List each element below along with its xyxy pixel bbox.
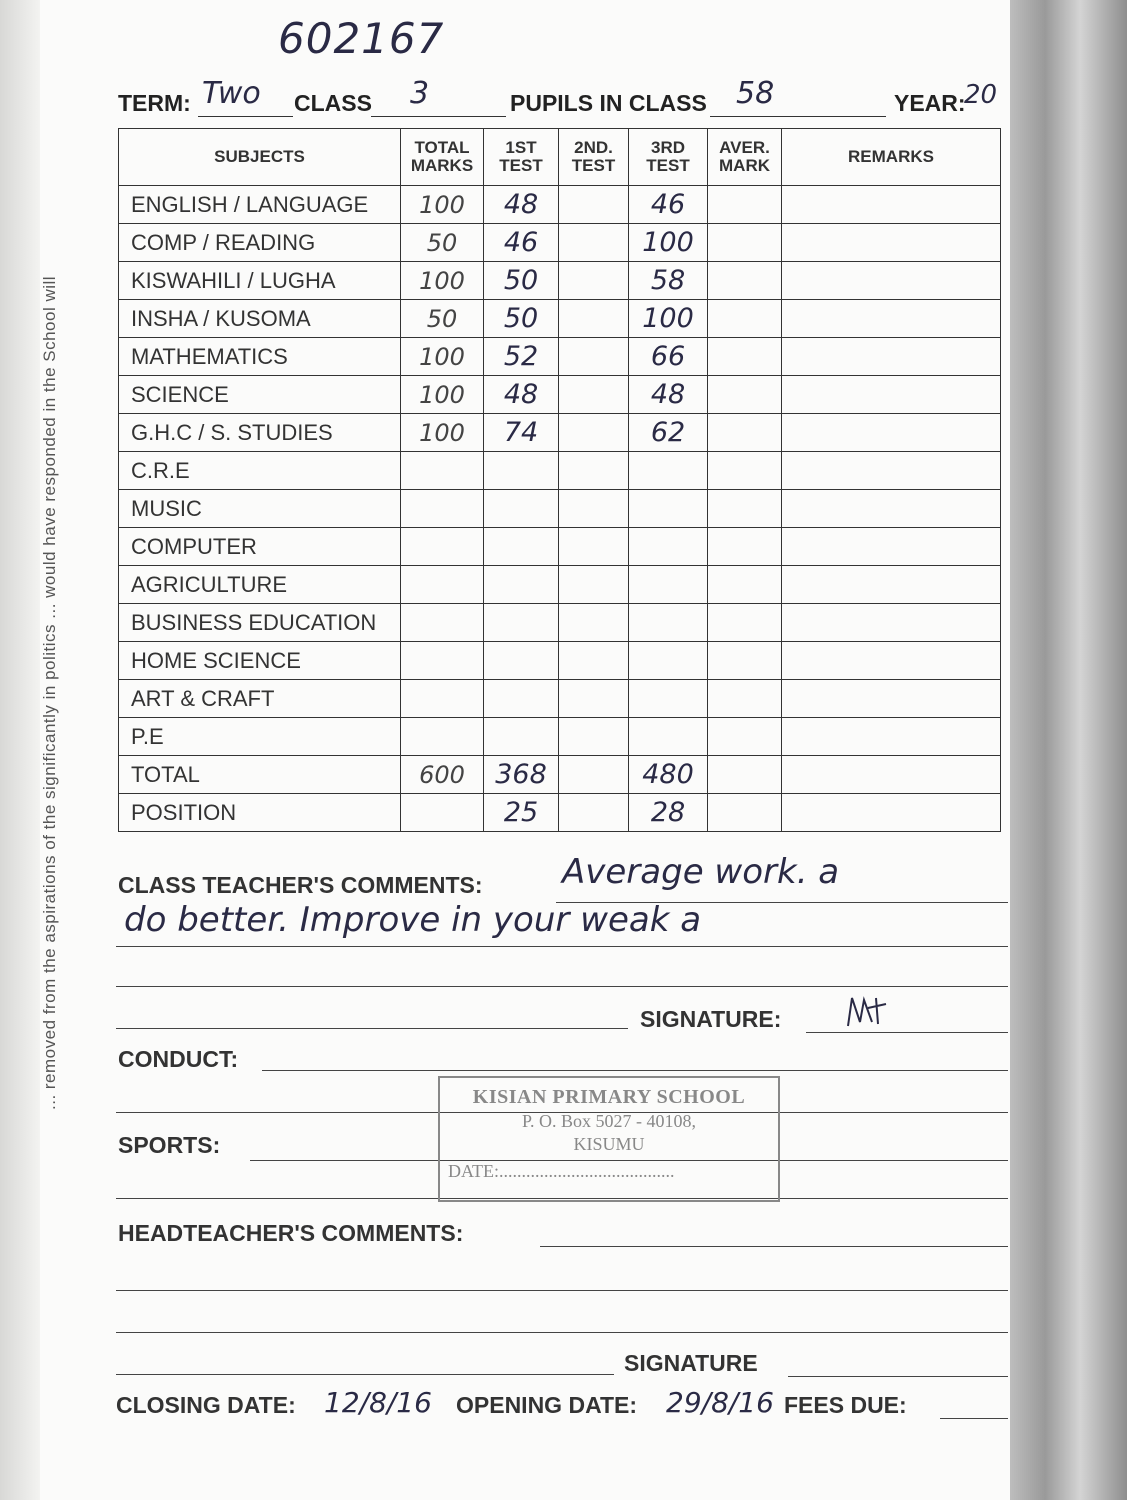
average-mark-cell — [708, 376, 782, 414]
col-1st-test: 1ST TEST — [484, 129, 559, 186]
first-test-cell — [484, 452, 559, 490]
fees-due-label: FEES DUE: — [784, 1392, 907, 1418]
third-test-cell: 100 — [629, 300, 708, 338]
total-marks-cell — [401, 528, 484, 566]
first-test-cell — [484, 642, 559, 680]
class-label: CLASS — [294, 90, 372, 116]
average-mark-cell — [708, 300, 782, 338]
subject-cell: ART & CRAFT — [119, 680, 401, 718]
third-test-cell — [629, 566, 708, 604]
remarks-cell — [782, 262, 1001, 300]
first-test-cell: 368 — [484, 756, 559, 794]
third-test-cell: 58 — [629, 262, 708, 300]
second-test-cell — [559, 718, 629, 756]
remarks-cell — [782, 642, 1001, 680]
stamp-date: DATE:....................................... — [448, 1161, 675, 1181]
col-average-mark: AVER. MARK — [708, 129, 782, 186]
second-test-cell — [559, 452, 629, 490]
average-mark-cell — [708, 452, 782, 490]
conduct-label: CONDUCT: — [118, 1046, 239, 1072]
table-row — [119, 642, 1001, 680]
average-mark-cell — [708, 604, 782, 642]
remarks-cell — [782, 376, 1001, 414]
opening-date-label: OPENING DATE: — [456, 1392, 638, 1418]
table-row — [119, 414, 1001, 452]
total-marks-cell: 100 — [401, 262, 484, 300]
table-row — [119, 376, 1001, 414]
third-test-cell: 62 — [629, 414, 708, 452]
first-test-cell — [484, 604, 559, 642]
class-teacher-comment-line2: do better. Improve in your weak a — [124, 900, 702, 940]
signature-mark — [842, 992, 890, 1032]
class-teacher-signature-label: SIGNATURE: — [640, 1006, 782, 1032]
total-marks-cell — [401, 604, 484, 642]
table-row — [119, 224, 1001, 262]
pupils-label: PUPILS IN CLASS — [510, 90, 707, 116]
table-row — [119, 452, 1001, 490]
remarks-cell — [782, 794, 1001, 832]
second-test-cell — [559, 642, 629, 680]
subject-cell: G.H.C / S. STUDIES — [119, 414, 401, 452]
opening-date-value: 29/8/16 — [666, 1386, 774, 1419]
total-marks-cell — [401, 642, 484, 680]
signature-line-1 — [806, 1032, 1008, 1033]
average-mark-cell — [708, 224, 782, 262]
total-marks-cell: 100 — [401, 186, 484, 224]
second-test-cell — [559, 566, 629, 604]
class-teacher-label: CLASS TEACHER'S COMMENTS: — [118, 872, 483, 898]
class-teacher-comment-line1: Average work. a — [562, 852, 840, 892]
total-marks-cell: 600 — [401, 756, 484, 794]
year-label: YEAR: — [894, 90, 966, 116]
second-test-cell — [559, 224, 629, 262]
subject-cell: SCIENCE — [119, 376, 401, 414]
comment-line-3 — [116, 986, 1008, 987]
second-test-cell — [559, 794, 629, 832]
table-row — [119, 262, 1001, 300]
total-marks-cell — [401, 452, 484, 490]
average-mark-cell — [708, 186, 782, 224]
total-marks-cell — [401, 718, 484, 756]
subject-cell: MUSIC — [119, 490, 401, 528]
subject-cell: INSHA / KUSOMA — [119, 300, 401, 338]
remarks-cell — [782, 680, 1001, 718]
marks-table — [118, 128, 1001, 832]
reference-number: 602167 — [278, 14, 445, 63]
conduct-line — [262, 1070, 1008, 1071]
subject-cell: ENGLISH / LANGUAGE — [119, 186, 401, 224]
average-mark-cell — [708, 794, 782, 832]
third-test-cell: 48 — [629, 376, 708, 414]
total-marks-cell — [401, 680, 484, 718]
total-marks-cell: 50 — [401, 300, 484, 338]
third-test-cell: 46 — [629, 186, 708, 224]
headteacher-line-4 — [116, 1374, 614, 1375]
term-value: Two — [202, 76, 261, 111]
remarks-cell — [782, 718, 1001, 756]
second-test-cell — [559, 604, 629, 642]
class-value: 3 — [410, 76, 430, 111]
closing-date-label: CLOSING DATE: — [116, 1392, 296, 1418]
table-row — [119, 186, 1001, 224]
total-marks-cell: 100 — [401, 376, 484, 414]
table-row — [119, 528, 1001, 566]
first-test-cell: 50 — [484, 300, 559, 338]
stamp-school-name: KISIAN PRIMARY SCHOOL — [472, 1086, 746, 1108]
col-total-marks: TOTAL MARKS — [401, 129, 484, 186]
third-test-cell — [629, 680, 708, 718]
headteacher-signature-line — [788, 1376, 1008, 1377]
table-row — [119, 680, 1001, 718]
first-test-cell: 46 — [484, 224, 559, 262]
class-line — [371, 116, 506, 117]
headteacher-line-1 — [540, 1246, 1008, 1247]
average-mark-cell — [708, 414, 782, 452]
term-line — [198, 116, 293, 117]
table-row — [119, 794, 1001, 832]
subject-cell: POSITION — [119, 794, 401, 832]
subject-cell: COMPUTER — [119, 528, 401, 566]
third-test-cell: 480 — [629, 756, 708, 794]
remarks-cell — [782, 224, 1001, 262]
third-test-cell: 28 — [629, 794, 708, 832]
second-test-cell — [559, 528, 629, 566]
third-test-cell — [629, 452, 708, 490]
subject-cell: KISWAHILI / LUGHA — [119, 262, 401, 300]
total-marks-cell: 50 — [401, 224, 484, 262]
subject-cell: HOME SCIENCE — [119, 642, 401, 680]
remarks-cell — [782, 414, 1001, 452]
first-test-cell — [484, 528, 559, 566]
third-test-cell — [629, 490, 708, 528]
remarks-cell — [782, 756, 1001, 794]
table-header-row — [119, 129, 1001, 186]
table-row — [119, 718, 1001, 756]
subject-cell: BUSINESS EDUCATION — [119, 604, 401, 642]
third-test-cell — [629, 718, 708, 756]
average-mark-cell — [708, 680, 782, 718]
third-test-cell — [629, 528, 708, 566]
total-marks-cell — [401, 490, 484, 528]
average-mark-cell — [708, 642, 782, 680]
average-mark-cell — [708, 756, 782, 794]
remarks-cell — [782, 528, 1001, 566]
third-test-cell — [629, 604, 708, 642]
average-mark-cell — [708, 338, 782, 376]
table-row — [119, 604, 1001, 642]
subject-cell: C.R.E — [119, 452, 401, 490]
first-test-cell: 50 — [484, 262, 559, 300]
average-mark-cell — [708, 262, 782, 300]
subject-cell: TOTAL — [119, 756, 401, 794]
pupils-line — [710, 116, 886, 117]
headteacher-signature-label: SIGNATURE — [624, 1350, 758, 1376]
second-test-cell — [559, 490, 629, 528]
total-marks-cell — [401, 566, 484, 604]
total-marks-cell: 100 — [401, 338, 484, 376]
closing-date-value: 12/8/16 — [324, 1386, 432, 1419]
pupils-value: 58 — [736, 76, 775, 111]
first-test-cell — [484, 566, 559, 604]
table-row — [119, 566, 1001, 604]
binding-strip — [1010, 0, 1127, 1500]
fees-due-line — [940, 1418, 1008, 1419]
first-test-cell: 48 — [484, 186, 559, 224]
third-test-cell: 100 — [629, 224, 708, 262]
first-test-cell: 48 — [484, 376, 559, 414]
subject-cell: AGRICULTURE — [119, 566, 401, 604]
left-edge — [0, 0, 40, 1500]
second-test-cell — [559, 262, 629, 300]
remarks-cell — [782, 452, 1001, 490]
average-mark-cell — [708, 490, 782, 528]
second-test-cell — [559, 338, 629, 376]
second-test-cell — [559, 414, 629, 452]
third-test-cell — [629, 642, 708, 680]
total-marks-cell — [401, 794, 484, 832]
first-test-cell: 74 — [484, 414, 559, 452]
table-row — [119, 338, 1001, 376]
remarks-cell — [782, 604, 1001, 642]
table-row — [119, 756, 1001, 794]
subject-cell: COMP / READING — [119, 224, 401, 262]
first-test-cell — [484, 490, 559, 528]
second-test-cell — [559, 756, 629, 794]
bleed-through-text: ... removed from the aspirations of the significantly in politics ... would have responded in the School will — [40, 275, 59, 1110]
second-test-cell — [559, 300, 629, 338]
average-mark-cell — [708, 566, 782, 604]
col-2nd-test: 2ND. TEST — [559, 129, 629, 186]
sports-label: SPORTS: — [118, 1132, 221, 1158]
second-test-cell — [559, 376, 629, 414]
subject-cell: MATHEMATICS — [119, 338, 401, 376]
average-mark-cell — [708, 718, 782, 756]
remarks-cell — [782, 300, 1001, 338]
remarks-cell — [782, 338, 1001, 376]
table-row — [119, 300, 1001, 338]
col-subjects: SUBJECTS — [119, 129, 401, 186]
stamp-address: P. O. Box 5027 - 40108, — [521, 1111, 696, 1131]
school-stamp — [438, 1076, 780, 1202]
comment-line-2 — [116, 946, 1008, 947]
header-row — [118, 76, 1008, 124]
remarks-cell — [782, 566, 1001, 604]
table-row — [119, 490, 1001, 528]
headteacher-line-3 — [116, 1332, 1008, 1333]
term-label: TERM: — [118, 90, 191, 116]
col-3rd-test: 3RD TEST — [629, 129, 708, 186]
first-test-cell: 25 — [484, 794, 559, 832]
first-test-cell: 52 — [484, 338, 559, 376]
stamp-town: KISUMU — [573, 1134, 645, 1154]
average-mark-cell — [708, 528, 782, 566]
third-test-cell: 66 — [629, 338, 708, 376]
remarks-cell — [782, 186, 1001, 224]
first-test-cell — [484, 680, 559, 718]
second-test-cell — [559, 680, 629, 718]
total-marks-cell: 100 — [401, 414, 484, 452]
col-remarks: REMARKS — [782, 129, 1001, 186]
subject-cell: P.E — [119, 718, 401, 756]
first-test-cell — [484, 718, 559, 756]
year-value: 20 — [964, 80, 998, 110]
second-test-cell — [559, 186, 629, 224]
remarks-cell — [782, 490, 1001, 528]
comment-line-4 — [116, 1028, 628, 1029]
headteacher-line-2 — [116, 1290, 1008, 1291]
headteacher-label: HEADTEACHER'S COMMENTS: — [118, 1220, 464, 1246]
